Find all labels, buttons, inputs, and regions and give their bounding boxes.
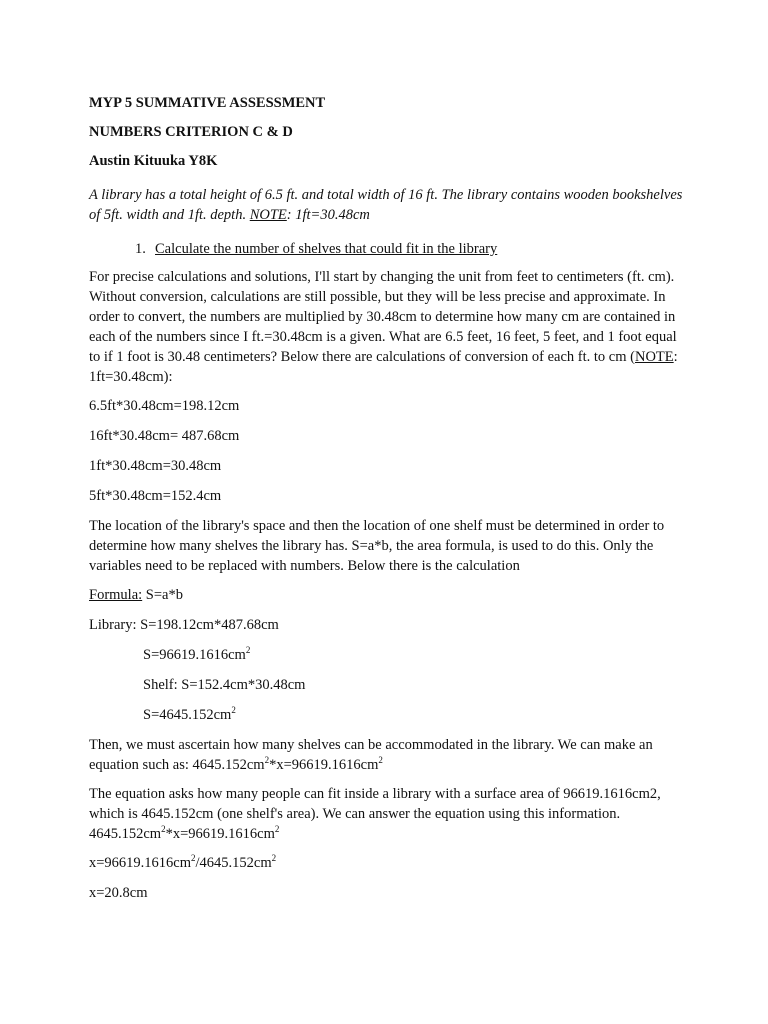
solution-text: /4645.152cm	[195, 855, 272, 871]
library-area-result	[143, 645, 688, 665]
explanation-text: *x=96619.1616cm	[165, 826, 275, 842]
conversion-line: 5ft*30.48cm=152.4cm	[89, 488, 222, 504]
solution-line	[89, 853, 688, 873]
exponent: 2	[231, 705, 236, 715]
author-line: Austin Kituuka Y8K	[89, 153, 218, 169]
solution-result: x=20.8cm	[89, 885, 148, 901]
exponent: 2	[274, 824, 280, 834]
exponent: 2	[264, 755, 270, 765]
setup-text: Then, we must ascertain how many shelves can be accommodated in the library. We can make an equation such as: 4645.152cm	[89, 737, 653, 773]
explanation-text: The equation asks how many people can fit inside a library with a surface area of 96619.1616cm2, which is 4645.152cm (one shelf's area). We can answer the equation using this information. 4645.152cm	[89, 786, 661, 842]
conversion-line: 16ft*30.48cm= 487.68cm	[89, 428, 240, 444]
assessment-title: MYP 5 SUMMATIVE ASSESSMENT	[89, 95, 326, 111]
equation-explanation	[89, 784, 688, 844]
formula-line	[89, 585, 688, 605]
conversion-line: 6.5ft*30.48cm=198.12cm	[89, 398, 240, 414]
formula-text: S=a*b	[142, 587, 183, 603]
exponent: 2	[161, 824, 166, 834]
note-label: NOTE	[634, 349, 674, 365]
explanation-text: For precise calculations and solutions, I'll start by changing the unit from feet to centimeters (ft. cm). Without conversion, calculations are still possible, but they will be less precise and approximate. In order to convert, the numbers are multiplied by 30.48cm to determine how many cm are contained in each of the numbers since I ft.=30.48cm is a given. What are 6.5 feet, 16 feet, 5 feet, and 1 foot equal to if 1 foot is 30.48 centimeters? Below there are calculations of conversion of each ft. to cm (	[89, 269, 677, 365]
result-text: S=4645.152cm	[143, 707, 232, 723]
solution-text: x=96619.1616cm	[89, 855, 192, 871]
area-explanation: The location of the library's space and then the location of one shelf must be determined in order to determine how many shelves the library has. S=a*b, the area formula, is used to do this. Only the variables need to be replaced with numbers. Below there is the calculation	[89, 518, 665, 574]
problem-text: A library has a total height of 6.5 ft. and total width of 16 ft. The library contains wooden bookshelves of 5ft. width and 1ft. depth.	[89, 187, 683, 223]
exponent: 2	[245, 645, 251, 655]
criterion-title: NUMBERS CRITERION C & D	[89, 124, 293, 140]
conversion-line: 1ft*30.48cm=30.48cm	[89, 458, 222, 474]
exponent: 2	[191, 853, 196, 863]
note-label: NOTE	[249, 207, 287, 223]
exponent: 2	[378, 755, 383, 765]
shelf-area-line: Shelf: S=152.4cm*30.48cm	[143, 677, 306, 693]
note-text: : 1ft=30.48cm	[286, 207, 370, 223]
setup-text: *x=96619.1616cm	[269, 757, 379, 773]
task-number: 1.	[135, 241, 146, 257]
exponent: 2	[271, 853, 277, 863]
task-item-1	[135, 239, 688, 259]
formula-label: Formula:	[89, 587, 143, 603]
note-text: : 1ft=30.48cm):	[89, 349, 678, 385]
task-text: Calculate the number of shelves that could fit in the library	[155, 241, 498, 257]
result-text: S=96619.1616cm	[143, 647, 246, 663]
equation-setup	[89, 735, 688, 775]
conversion-explanation	[89, 267, 688, 387]
shelf-area-result	[143, 705, 688, 725]
problem-statement	[89, 185, 688, 225]
library-area-line: Library: S=198.12cm*487.68cm	[89, 617, 279, 633]
